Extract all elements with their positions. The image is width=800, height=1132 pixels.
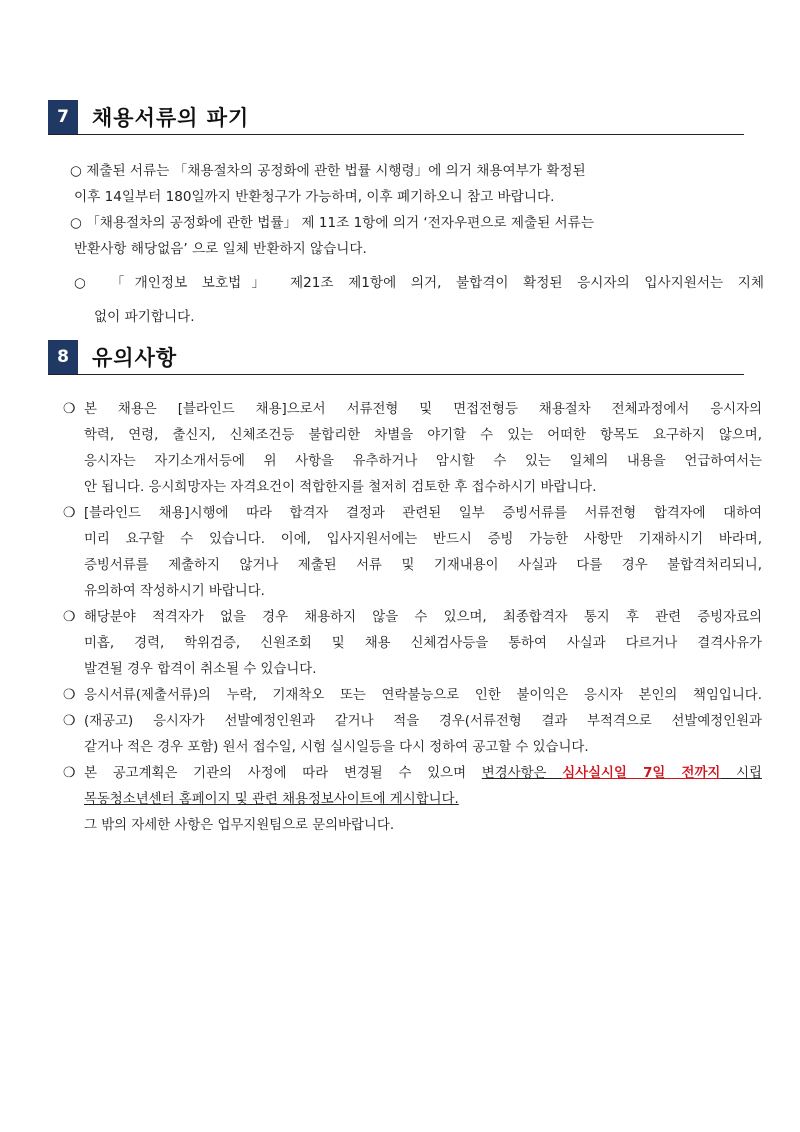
- paragraph-line: 같거나 적은 경우 포함) 원서 접수일, 시험 실시일등을 다시 정하여 공고할 수 있습니다.: [84, 740, 589, 755]
- section-7-item: [74, 266, 764, 334]
- paragraph-line: 발견될 경우 합격이 취소될 수 있습니다.: [84, 662, 317, 677]
- paragraph-line: 미흡, 경력, 학위검증, 신원조회 및 채용 신체검사등을 통하여 사실과 다르거나 결격사유가: [84, 636, 762, 651]
- section-title: 유의사항: [92, 346, 178, 370]
- section-number: 8: [48, 340, 78, 374]
- notice-item: [84, 683, 762, 709]
- paragraph-line: 「개인정보 보호법」 제21조 제1항에 의거, 불합격이 확정된 응시자의 입사지원서는 지체: [110, 275, 764, 291]
- paragraph-line: 유의하여 작성하시기 바랍니다.: [84, 584, 265, 599]
- paragraph-line: 이후 14일부터 180일까지 반환청구가 가능하며, 이후 폐기하오니 참고 바랍니다.: [74, 189, 555, 205]
- paragraph-line: (재공고) 응시자가 선발예정인원과 같거나 적을 경우(서류전형 결과 부적격으로 선발예정인원과: [84, 714, 762, 729]
- paragraph-line: 제출된 서류는 「채용절차의 공정화에 관한 법률 시행령」에 의거 채용여부가 확정된: [86, 163, 586, 179]
- paragraph-line: 미리 요구할 수 있습니다. 이에, 입사지원서에는 반드시 증빙 가능한 사항만 기재하시기 바라며,: [84, 532, 762, 547]
- notice-item: [84, 397, 762, 501]
- underlined-text: 시립: [720, 766, 762, 781]
- paragraph-line: 「채용절차의 공정화에 관한 법률」 제 11조 1항에 의거 ‘전자우편으로 제출된 서류는: [86, 215, 594, 231]
- paragraph-line: 응시서류(제출서류)의 누락, 기재착오 또는 연락불능으로 인한 불이익은 응시자 본인의 책임입니다.: [84, 688, 762, 703]
- paragraph-line: 응시자는 자기소개서등에 위 사항을 유추하거나 암시할 수 있는 일체의 내용을 언급하여서는: [84, 454, 762, 469]
- paragraph-line: 해당분야 적격자가 없을 경우 채용하지 않을 수 있으며, 최종합격자 통지 후 관련 증빙자료의: [84, 610, 762, 625]
- notice-item: [84, 605, 762, 683]
- underlined-text: 목동청소년센터 홈페이지 및 관련 채용정보사이트에 게시합니다.: [84, 792, 459, 807]
- highlighted-deadline: 심사실시일 7일 전까지: [562, 766, 721, 781]
- paragraph-line: 본 채용은 [블라인드 채용]으로서 서류전형 및 면접전형등 채용절차 전체과정에서 응시자의: [84, 402, 762, 417]
- section-7-item: [70, 158, 586, 210]
- circle-bullet-icon: ○: [70, 215, 82, 231]
- section-7-header: [48, 100, 744, 135]
- section-7-item: [70, 210, 594, 262]
- notice-item: [84, 709, 762, 761]
- notice-item-last: [84, 761, 762, 839]
- paragraph-line: 반환사항 해당없음’ 으로 일체 반환하지 않습니다.: [74, 241, 367, 257]
- section-number: 7: [48, 100, 78, 134]
- contact-note: 그 밖의 자세한 사항은 업무지원팀으로 문의바랍니다.: [84, 818, 395, 833]
- paragraph-line: [블라인드 채용]시행에 따라 합격자 결정과 관련된 일부 증빙서류를 서류전형 합격자에 대하여: [84, 506, 762, 521]
- section-8-header: [48, 340, 744, 375]
- hollow-circle-bullet-icon: ❍: [63, 401, 76, 417]
- hollow-circle-bullet-icon: ❍: [63, 609, 76, 625]
- circle-bullet-icon: ○: [70, 163, 82, 179]
- hollow-circle-bullet-icon: ❍: [63, 505, 76, 521]
- underlined-text: 변경사항은: [481, 766, 563, 781]
- paragraph-text: 본 공고계획은 기관의 사정에 따라 변경될 수 있으며: [84, 766, 482, 781]
- hollow-circle-bullet-icon: ❍: [63, 713, 76, 729]
- circle-bullet-icon: ○: [74, 275, 97, 291]
- hollow-circle-bullet-icon: ❍: [63, 765, 76, 781]
- notice-item: [84, 501, 762, 605]
- hollow-circle-bullet-icon: ❍: [63, 687, 76, 703]
- paragraph-line: 학력, 연령, 출신지, 신체조건등 불합리한 차별을 야기할 수 있는 어떠한 항목도 요구하지 않으며,: [84, 428, 762, 443]
- paragraph-line: 없이 파기합니다.: [94, 309, 195, 325]
- paragraph-line: 증빙서류를 제출하지 않거나 제출된 서류 및 기재내용이 사실과 다를 경우 불합격처리되니,: [84, 558, 762, 573]
- section-title: 채용서류의 파기: [92, 106, 250, 130]
- paragraph-line: 안 됩니다. 응시희망자는 자격요건이 적합한지를 철저히 검토한 후 접수하시기 바랍니다.: [84, 480, 597, 495]
